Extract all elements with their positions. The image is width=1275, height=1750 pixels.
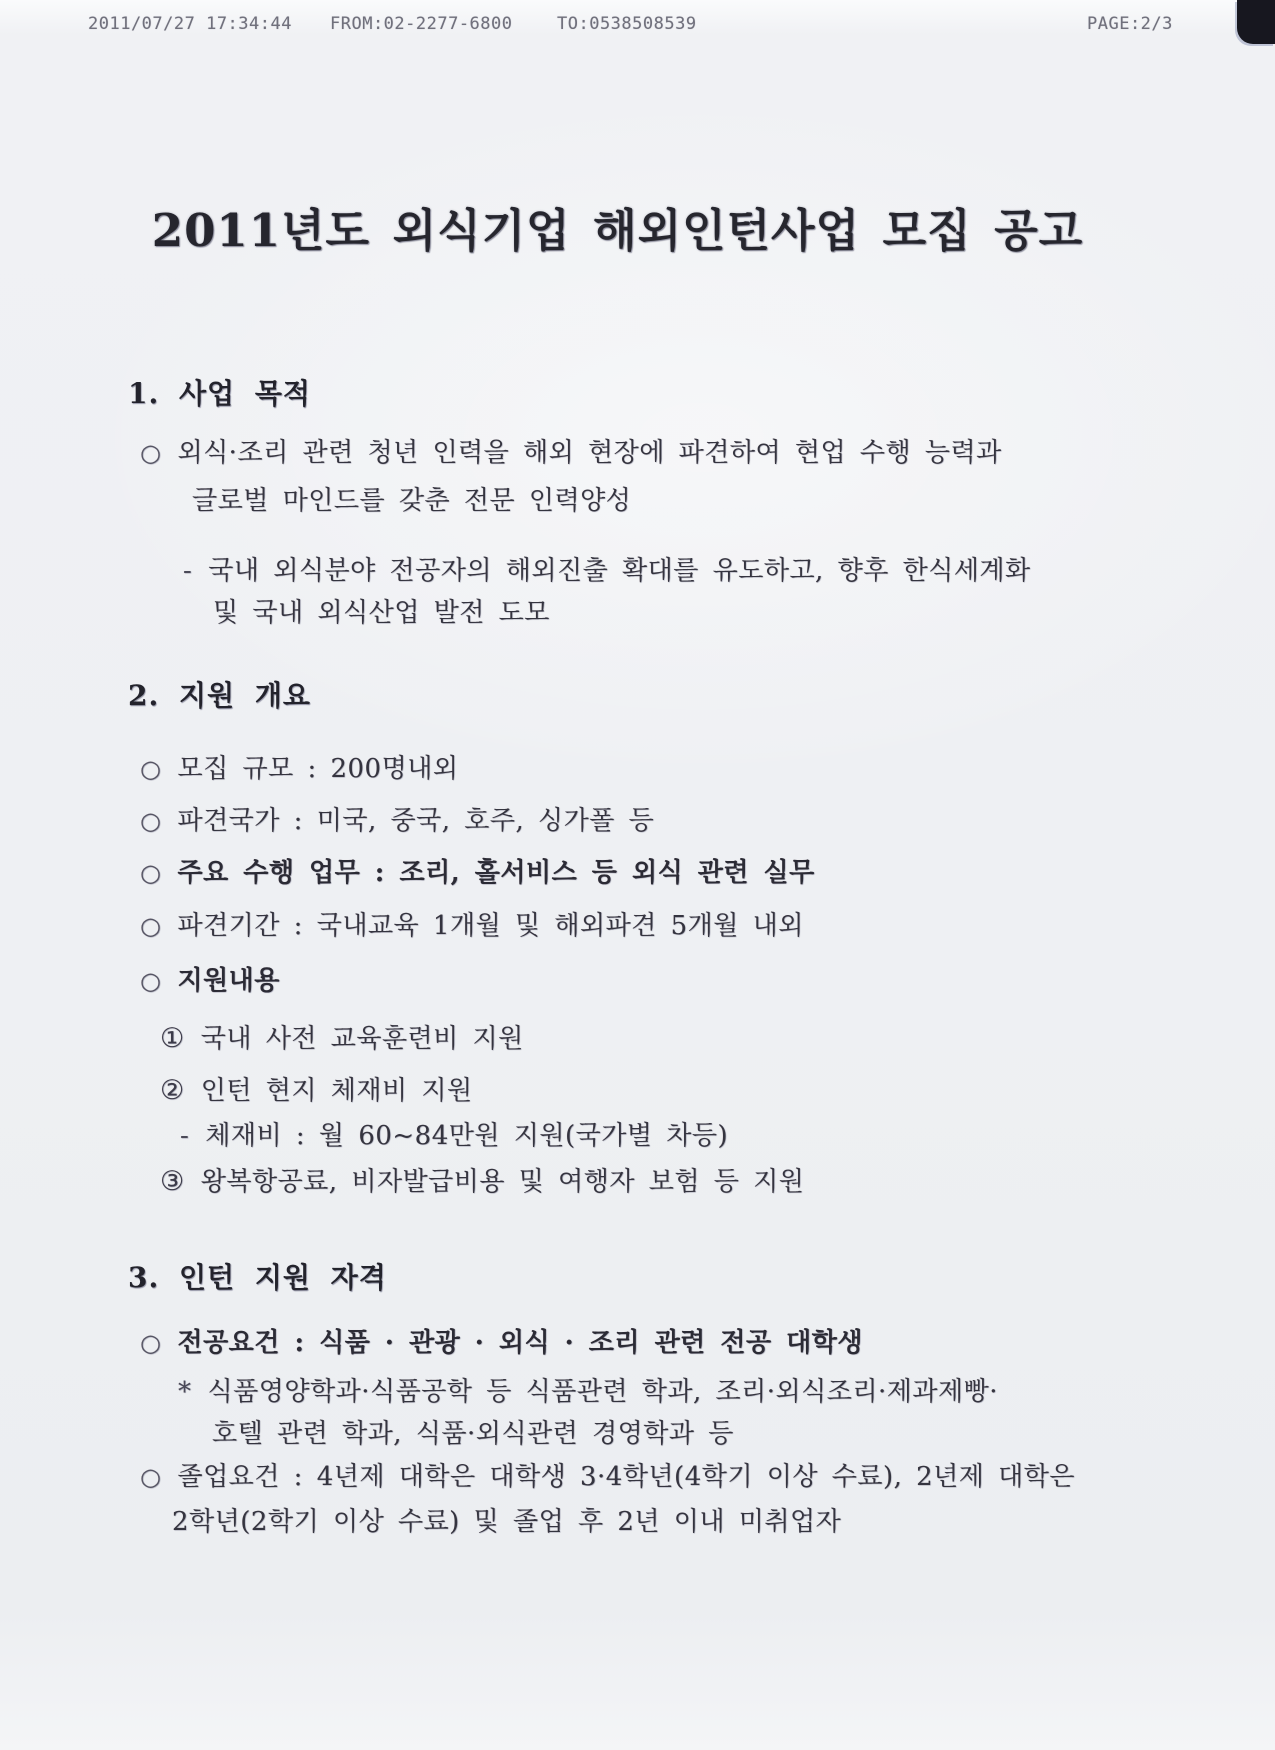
circled-number-marker: ① (160, 1023, 185, 1054)
line-text: 지원내용 (177, 966, 280, 996)
text-line (140, 1456, 1075, 1493)
text-line (140, 432, 1002, 469)
line-text: 전공요건 : 식품 · 관광 · 외식 · 조리 관련 전공 대학생 (177, 1328, 863, 1358)
line-text: 파견국가 : 미국, 중국, 호주, 싱가폴 등 (177, 806, 655, 836)
text-line (160, 1161, 804, 1198)
text-line (213, 592, 550, 629)
line-text: 국내 사전 교육훈련비 지원 (200, 1024, 524, 1054)
circled-number-marker: ② (160, 1075, 185, 1106)
line-text: 모집 규모 : 200명내외 (177, 754, 459, 784)
bullet-marker: ○ (140, 439, 162, 467)
section-heading-1: 1. 사업 목적 (128, 377, 311, 410)
scanner-corner-artifact (1237, 0, 1275, 44)
document-title: 2011년도 외식기업 해외인턴사업 모집 공고 (151, 204, 1084, 257)
text-line (178, 1371, 998, 1408)
fax-from-number: FROM:02-2277-6800 (330, 14, 513, 34)
bullet-marker: ○ (140, 1329, 162, 1357)
bullet-marker: ○ (140, 967, 162, 995)
line-text: 주요 수행 업무 : 조리, 홀서비스 등 외식 관련 실무 (177, 858, 815, 888)
line-text: 2학년(2학기 이상 수료) 및 졸업 후 2년 이내 미취업자 (172, 1507, 842, 1537)
line-text: 식품영양학과·식품공학 등 식품관련 학과, 조리·외식조리·제과제빵· (207, 1377, 999, 1407)
bullet-marker: ○ (140, 755, 162, 783)
asterisk-marker: * (178, 1377, 192, 1407)
text-line (140, 852, 815, 889)
text-line (140, 905, 804, 942)
line-text: 및 국내 외식산업 발전 도모 (213, 598, 550, 628)
line-text: 국내 외식분야 전공자의 해외진출 확대를 유도하고, 향후 한식세계화 (208, 556, 1031, 586)
line-text: 호텔 관련 학과, 식품·외식관련 경영학과 등 (212, 1419, 734, 1449)
line-text: 외식·조리 관련 청년 인력을 해외 현장에 파견하여 현업 수행 능력과 (177, 438, 1002, 468)
dash-marker: - (183, 556, 193, 586)
text-line (140, 1322, 863, 1359)
text-line (172, 1501, 841, 1538)
text-line (180, 1115, 728, 1152)
text-line (140, 960, 280, 997)
line-text: 체재비 : 월 60~84만원 지원(국가별 차등) (205, 1121, 729, 1151)
text-line (140, 748, 458, 785)
circled-number-marker: ③ (160, 1166, 185, 1197)
bullet-marker: ○ (140, 807, 162, 835)
section-heading-2: 2. 지원 개요 (128, 679, 311, 712)
text-line (212, 1413, 734, 1450)
bullet-marker: ○ (140, 859, 162, 887)
fax-to-number: TO:0538508539 (557, 14, 697, 34)
line-text: 왕복항공료, 비자발급비용 및 여행자 보험 등 지원 (200, 1167, 805, 1197)
fax-datetime: 2011/07/27 17:34:44 (88, 14, 292, 34)
text-line (183, 550, 1031, 587)
line-text: 인턴 현지 체재비 지원 (200, 1076, 473, 1106)
text-line (140, 800, 654, 837)
section-heading-3: 3. 인턴 지원 자격 (128, 1261, 387, 1294)
text-line (160, 1070, 473, 1107)
text-line (160, 1018, 524, 1055)
bullet-marker: ○ (140, 1463, 162, 1491)
text-line (192, 480, 631, 517)
line-text: 파견기간 : 국내교육 1개월 및 해외파견 5개월 내외 (177, 911, 804, 941)
dash-marker: - (180, 1121, 190, 1151)
fax-page-indicator: PAGE:2/3 (1087, 14, 1173, 34)
line-text: 졸업요건 : 4년제 대학은 대학생 3·4학년(4학기 이상 수료), 2년제 대학은 (177, 1462, 1076, 1492)
line-text: 글로벌 마인드를 갖춘 전문 인력양성 (192, 486, 632, 516)
bullet-marker: ○ (140, 912, 162, 940)
